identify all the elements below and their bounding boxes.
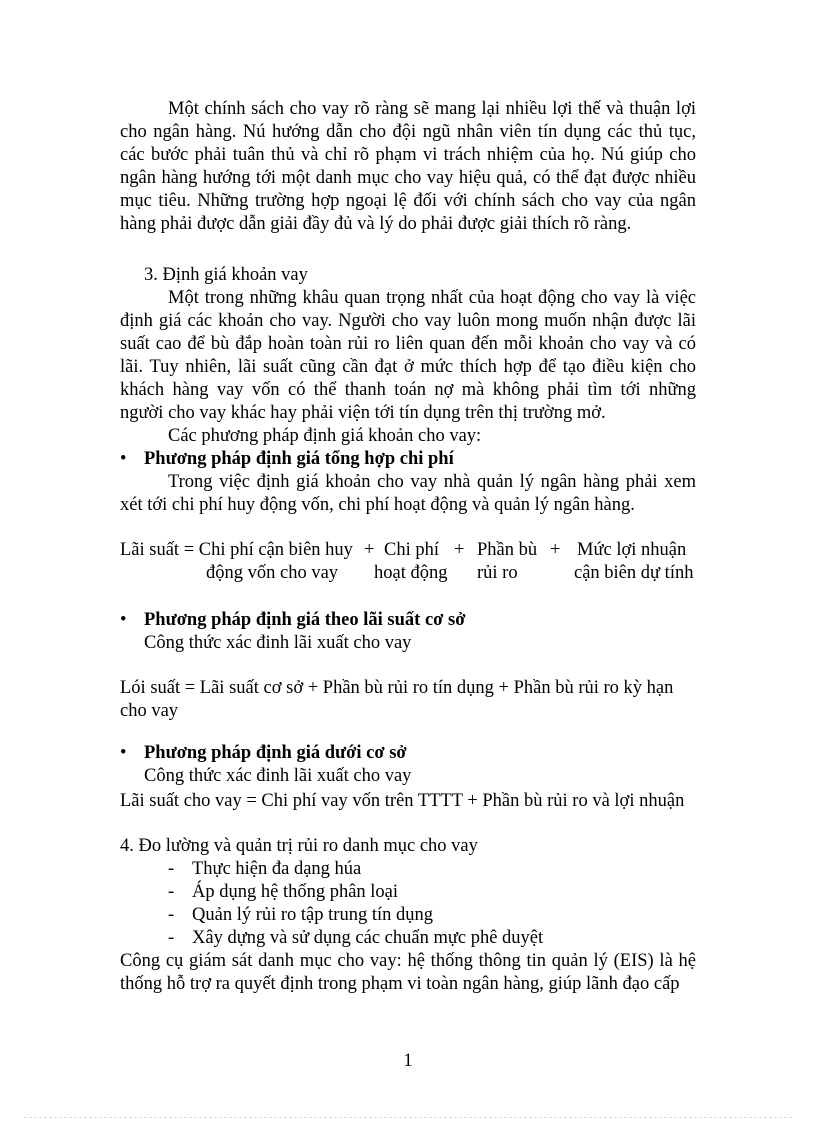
risk-management-list — [168, 858, 543, 950]
formula-term-operating: Chi phí — [384, 540, 439, 560]
method-3-subtitle: Công thức xác đinh lãi xuất cho vay — [144, 766, 412, 786]
paragraph-line: suất cao để bù đắp hoàn toàn rủi ro liên quan đến mỗi khoản cho vay và có — [120, 334, 696, 354]
formula-line: cho vay — [120, 701, 179, 721]
method-1-title: Phương pháp định giá tổng hợp chi phí — [144, 449, 454, 469]
page-bottom-divider — [24, 1117, 792, 1118]
bullet-icon: • — [120, 610, 127, 630]
dash-icon: - — [168, 882, 175, 902]
paragraph-line: ngân hàng hướng tới một danh mục cho vay hiệu quả, có thể đạt được nhiều — [120, 168, 696, 188]
formula-term-profit: Mức lợi nhuận — [577, 540, 687, 560]
formula-term-operating: hoạt động — [374, 563, 448, 583]
paragraph-line: thống hỗ trợ ra quyết định trong phạm vi toàn ngân hàng, giúp lãnh đạo cấp — [120, 974, 680, 994]
formula-term-risk: Phần bù — [477, 540, 538, 560]
paragraph-line: Trong việc định giá khoản cho vay nhà quản lý ngân hàng phải xem — [168, 472, 696, 492]
page-number: 1 — [403, 1051, 413, 1071]
paragraph-line: các bước phải tuân thủ và chỉ rõ phạm vi trách nhiệm của họ. Nú giúp cho — [120, 145, 696, 165]
method-2-title: Phương pháp định giá theo lãi suất cơ sở — [144, 610, 466, 630]
formula-term-funding: động vốn cho vay — [206, 563, 339, 583]
formula-term-profit: cận biên dự tính — [574, 563, 694, 583]
monitoring-tool-paragraph — [120, 950, 696, 996]
formula-lhs: Lãi suất = Chi phí cận biên huy — [120, 540, 353, 560]
paragraph-line: khách hàng vay vốn có thể thanh toán nợ mà không phải tìm tới những — [120, 380, 696, 400]
list-item: - Quản lý rủi ro tập trung tín dụng — [168, 905, 433, 925]
paragraph-line: mục tiêu. Những trường hợp ngoại lệ đối với chính sách cho vay của ngân — [120, 191, 696, 211]
loan-pricing-paragraph — [120, 287, 696, 425]
formula-line: Lói suất = Lãi suất cơ sở + Phần bù rủi ro tín dụng + Phần bù rủi ro kỳ hạn — [120, 678, 674, 698]
formula-plus: + — [454, 540, 465, 560]
intro-paragraph — [120, 98, 696, 236]
formula-plus: + — [550, 540, 561, 560]
paragraph-line: Một chính sách cho vay rõ ràng sẽ mang lại nhiều lợi thế và thuận lợi — [168, 99, 696, 119]
below-base-formula: Lãi suất cho vay = Chi phí vay vốn trên TTTT + Phần bù rủi ro và lợi nhuận — [120, 791, 685, 811]
method-3-title: Phương pháp định giá dưới cơ sở — [144, 743, 407, 763]
list-item: - Xây dựng và sử dụng các chuẩn mực phê duyệt — [168, 928, 544, 948]
section-4-heading: 4. Đo lường và quản trị rủi ro danh mục cho vay — [120, 836, 478, 856]
paragraph-line: Một trong những khâu quan trọng nhất của hoạt động cho vay là việc — [168, 288, 696, 308]
list-item: - Áp dụng hệ thống phân loại — [168, 882, 399, 902]
paragraph-line: lãi. Tuy nhiên, lãi suất cũng cần đạt ở mức thích hợp để tạo điều kiện cho — [120, 357, 696, 377]
formula-term-risk: rủi ro — [477, 563, 518, 583]
paragraph-line: cho ngân hàng. Nú hướng dẫn cho đội ngũ nhân viên tín dụng các thủ tục, — [120, 122, 696, 142]
formula-plus: + — [364, 540, 375, 560]
list-item: - Thực hiện đa dạng húa — [168, 859, 362, 879]
paragraph-line: định giá các khoản cho vay. Người cho vay luôn mong muốn nhận được lãi — [120, 311, 696, 331]
cost-method-paragraph — [120, 471, 696, 517]
section-3-heading: 3. Định giá khoản vay — [144, 265, 308, 285]
bullet-icon: • — [120, 743, 127, 763]
dash-icon: - — [168, 859, 175, 879]
paragraph-line: người cho vay khác hay phải viện tới tín dụng trên thị trường mở. — [120, 403, 606, 423]
base-rate-formula — [120, 677, 696, 723]
bullet-icon: • — [120, 449, 127, 469]
dash-icon: - — [168, 928, 175, 948]
paragraph-line: xét tới chi phí huy động vốn, chi phí hoạt động và quản lý ngân hàng. — [120, 495, 635, 515]
paragraph-line: Công cụ giám sát danh mục cho vay: hệ thống thông tin quản lý (EIS) là hệ — [120, 951, 696, 971]
dash-icon: - — [168, 905, 175, 925]
methods-intro: Các phương pháp định giá khoản cho vay: — [168, 426, 482, 446]
method-2-subtitle: Công thức xác đinh lãi xuất cho vay — [144, 633, 412, 653]
paragraph-line: hàng phải được dẫn giải đầy đủ và lý do phải được giải thích rõ ràng. — [120, 214, 632, 234]
